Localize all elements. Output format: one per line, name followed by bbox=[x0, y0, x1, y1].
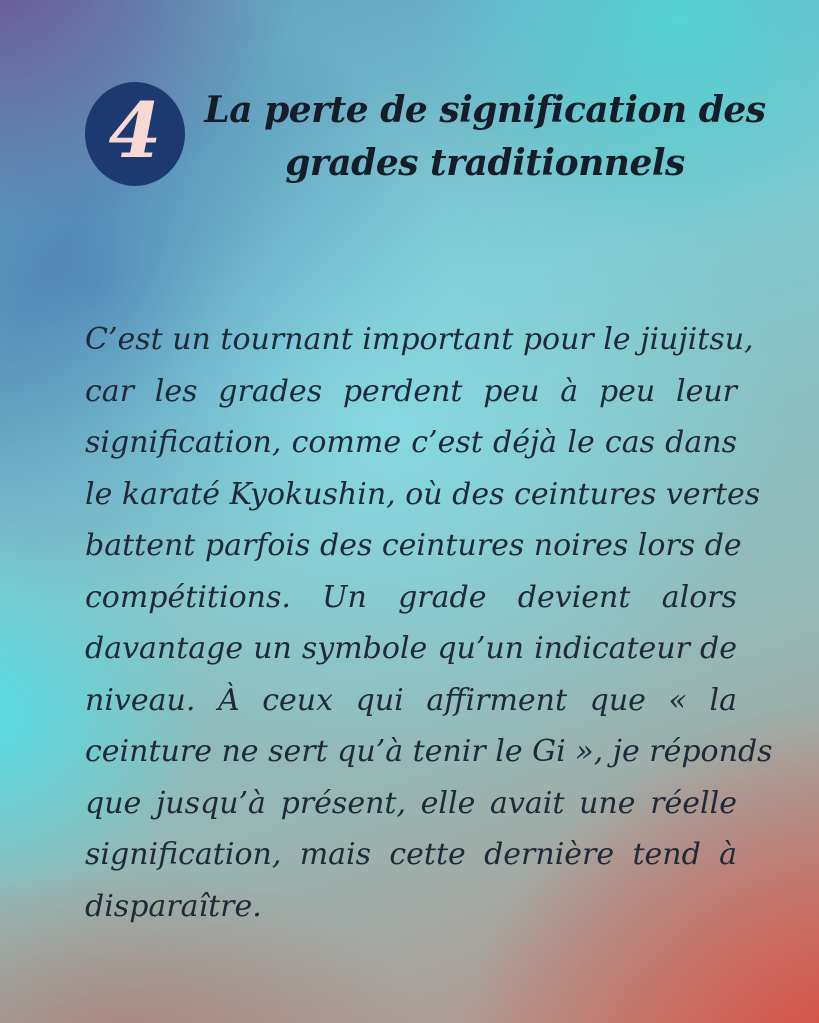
body-line-2: car les grades perdent peu à peu leur bbox=[85, 373, 737, 409]
page-title bbox=[200, 84, 770, 190]
body-line-7: davantage un symbole qu’un indicateur de bbox=[85, 631, 737, 666]
body-line-6: compétitions. Un grade devient alors bbox=[85, 579, 737, 615]
body-line-4: le karaté Kyokushin, où des ceintures vertes bbox=[85, 476, 761, 512]
title-line-1: La perte de signification des bbox=[204, 89, 766, 131]
number-badge bbox=[85, 82, 185, 186]
title-line-2: grades traditionnels bbox=[285, 142, 685, 184]
body-line-10: que jusqu’à présent, elle avait une réelle bbox=[85, 785, 737, 821]
body-line-12: disparaître. bbox=[85, 888, 262, 924]
body-line-1: C’est un tournant important pour le jiujitsu, bbox=[85, 322, 754, 357]
body-line-9: ceinture ne sert qu’à tenir le Gi », je réponds bbox=[85, 734, 773, 769]
badge-number: 4 bbox=[108, 86, 162, 175]
body-paragraph bbox=[85, 314, 773, 932]
body-line-11: signification, mais cette dernière tend à bbox=[85, 837, 737, 872]
body-line-8: niveau. À ceux qui affirment que « la bbox=[85, 682, 737, 718]
body-line-3: signification, comme c’est déjà le cas dans bbox=[85, 425, 737, 460]
body-line-5: battent parfois des ceintures noires lors de bbox=[85, 528, 742, 563]
